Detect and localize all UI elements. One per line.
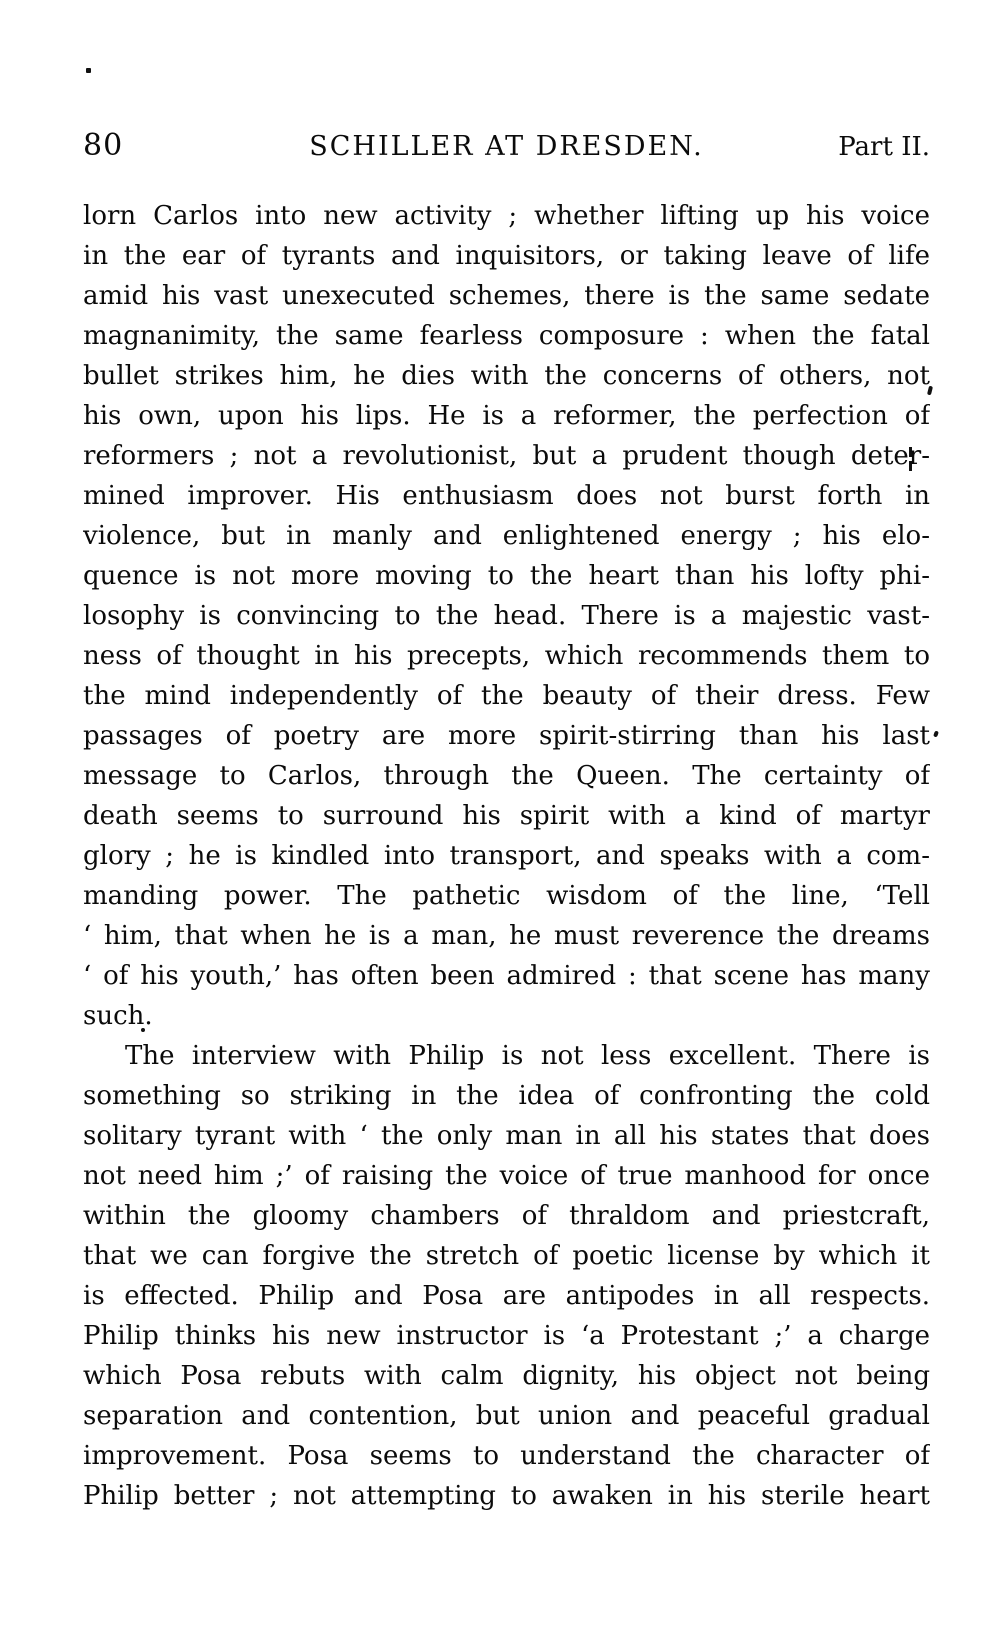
text-line: such. [83,1001,153,1031]
text-line: reformers ; not a revolutionist, but a prudent though deter- [83,441,930,471]
page-number: 80 [83,128,124,163]
text-line: not need him ;’ of raising the voice of true manhood for once [83,1161,930,1191]
scan-speck [933,730,939,737]
text-line: ‘ him, that when he is a man, he must reverence the dreams [83,921,930,951]
text-line: something so striking in the idea of confronting the cold [83,1081,930,1111]
text-line: Philip better ; not attempting to awaken in his sterile heart [83,1481,930,1511]
text-line: passages of poetry are more spirit-stirring than his last [83,721,930,751]
running-title: SCHILLER AT DRESDEN. [309,131,704,162]
text-line: the mind independently of the beauty of their dress. Few [83,681,930,711]
text-line: separation and contention, but union and peaceful gradual [83,1401,930,1431]
part-label: Part II. [838,132,930,162]
text-line: solitary tyrant with ‘ the only man in all his states that does [83,1121,930,1151]
page-body [83,196,930,1516]
text-line: losophy is convincing to the head. There is a majestic vast- [83,601,930,631]
scan-speck [86,68,91,73]
text-line: bullet strikes him, he dies with the concerns of others, not [83,361,930,391]
text-line: message to Carlos, through the Queen. The certainty of [83,761,930,791]
text-line: magnanimity, the same fearless composure : when the fatal [83,321,930,351]
text-line: Philip thinks his new instructor is ‘a Protestant ;’ a charge [83,1321,930,1351]
text-line: amid his vast unexecuted schemes, there is the same sedate [83,281,930,311]
text-line: mined improver. His enthusiasm does not burst forth in [83,481,930,511]
text-line: ‘ of his youth,’ has often been admired : that scene has many [83,961,930,991]
text-line: violence, but in manly and enlightened energy ; his elo- [83,521,930,551]
text-line: that we can forgive the stretch of poetic license by which it [83,1241,930,1271]
text-line: is effected. Philip and Posa are antipodes in all respects. [83,1281,930,1311]
text-line: within the gloomy chambers of thraldom and priestcraft, [83,1201,930,1231]
text-line: manding power. The pathetic wisdom of the line, ‘Tell [83,881,930,911]
text-line: glory ; he is kindled into transport, and speaks with a com- [83,841,930,871]
text-line: which Posa rebuts with calm dignity, his object not being [83,1361,930,1391]
text-line: his own, upon his lips. He is a reformer, the perfection of [83,401,930,431]
text-line: lorn Carlos into new activity ; whether lifting up his voice [83,201,930,231]
page-header [83,128,930,163]
text-line: in the ear of tyrants and inquisitors, or taking leave of life [83,241,930,271]
text-line: The interview with Philip is not less excellent. There is [125,1041,930,1071]
text-line: ness of thought in his precepts, which recommends them to [83,641,930,671]
text-line: improvement. Posa seems to understand the character of [83,1441,930,1471]
text-line: quence is not more moving to the heart than his lofty phi- [83,561,930,591]
text-line: death seems to surround his spirit with a kind of martyr [83,801,930,831]
